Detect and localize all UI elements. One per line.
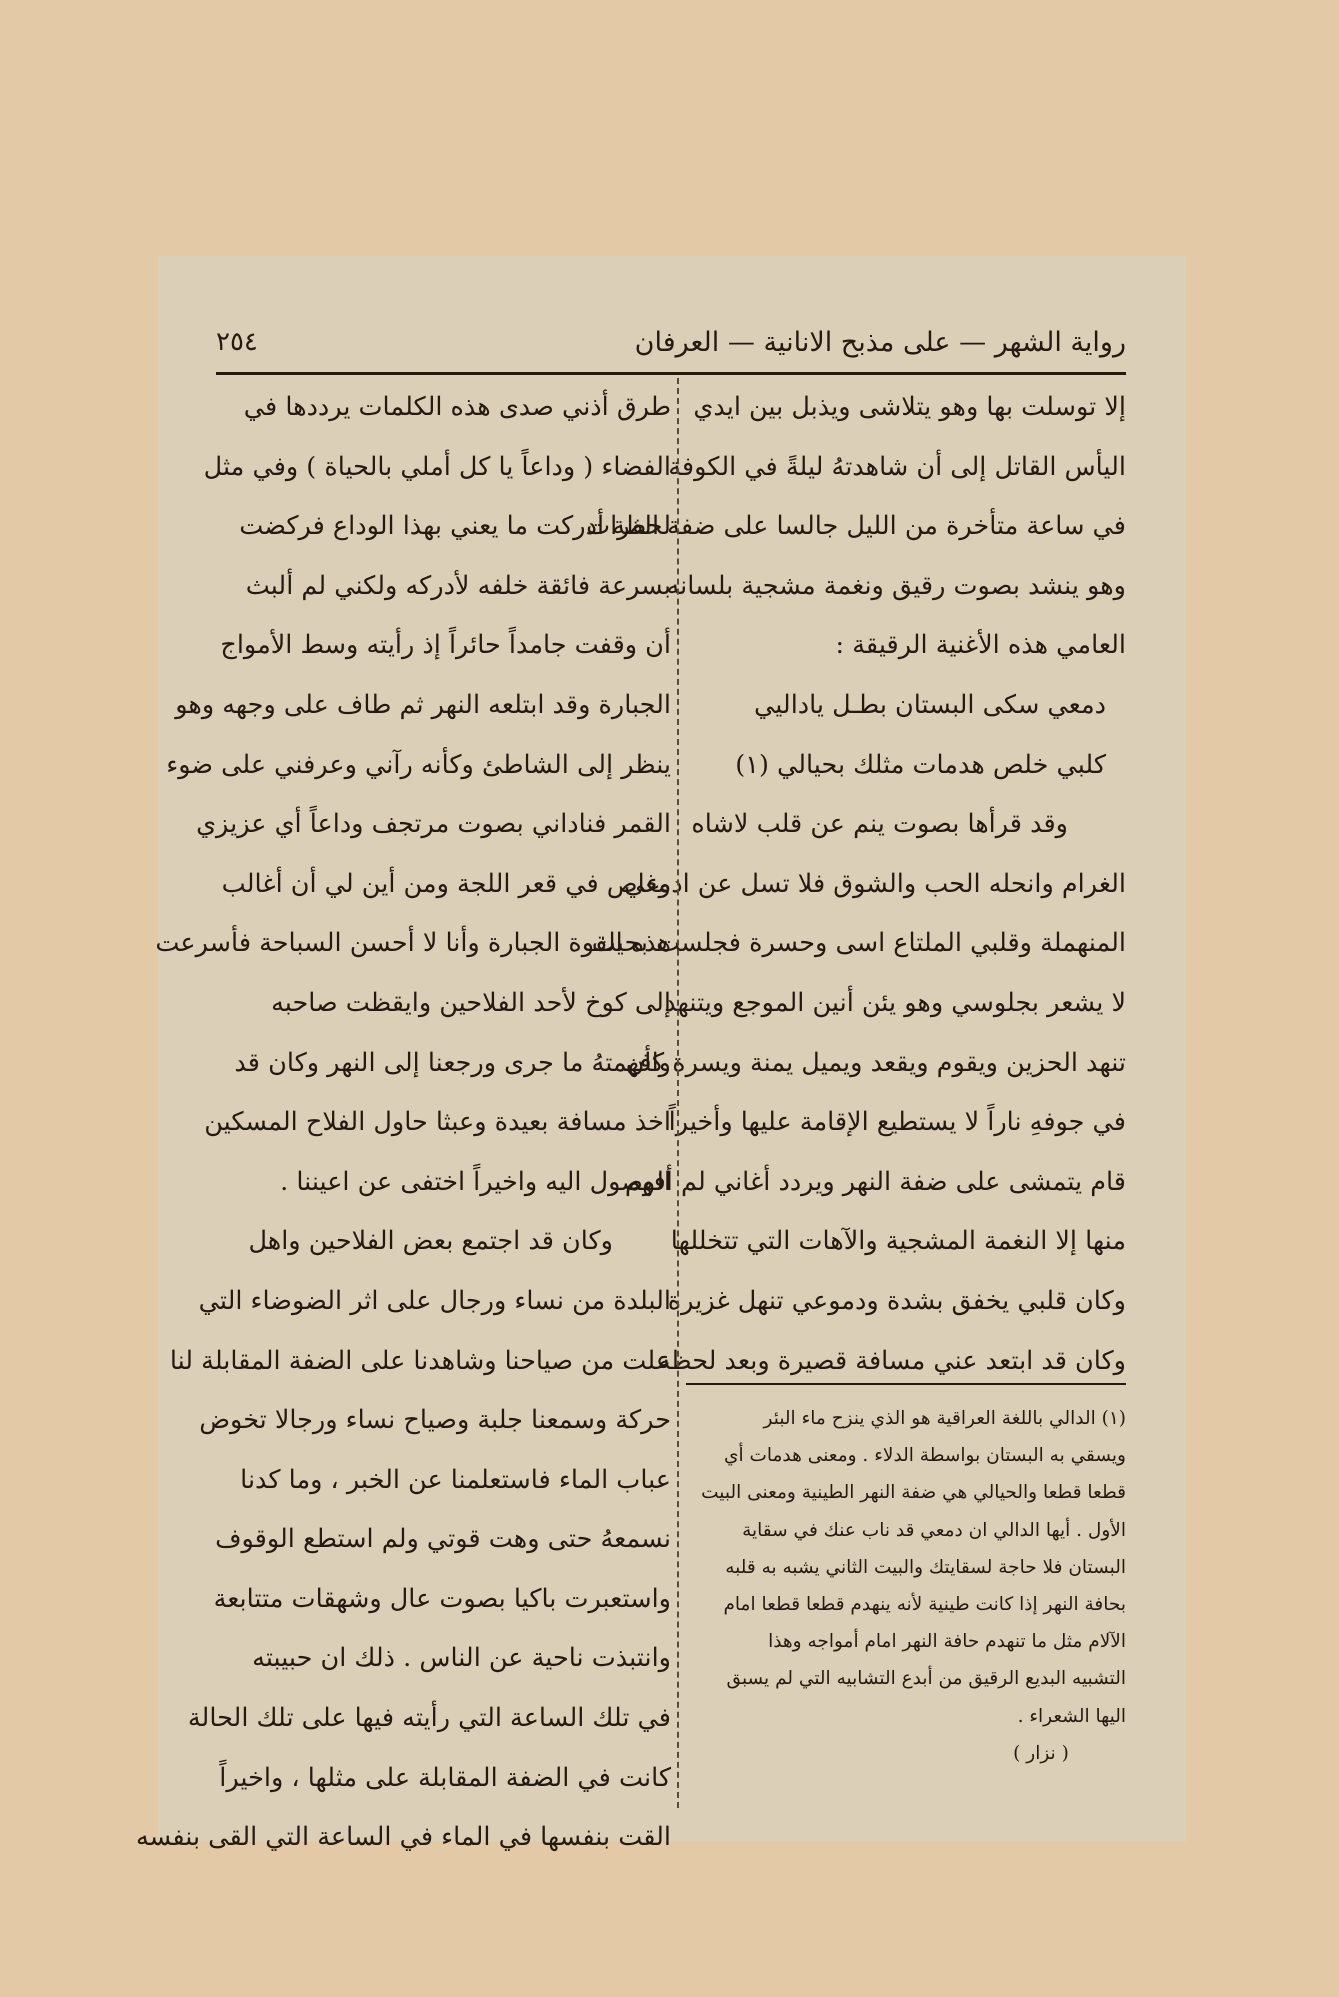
text-line: ينظر إلى الشاطئ وكأنه رآني وعرفني على ضوء — [166, 749, 671, 780]
text-line: بسرعة فائقة خلفه لأدركه ولكني لم ألبث — [245, 570, 671, 601]
text-line: عباب الماء فاستعلمنا عن الخبر ، وما كدنا — [240, 1464, 671, 1495]
text-line: نسمعهُ حتى وهت قوتي ولم استطع الوقوف — [215, 1524, 671, 1555]
footnote-line: البستان فلا حاجة لسقايتك والبيت الثاني يشبه به قلبه — [725, 1556, 1126, 1578]
header-rule — [216, 372, 1126, 375]
text-line: منها إلا النغمة المشجية والآهات التي تتخللها — [670, 1226, 1126, 1257]
text-line: في جوفهِ ناراً لا يستطيع الإقامة عليها وأخيراً — [668, 1107, 1126, 1138]
column-divider — [677, 378, 679, 1808]
text-line: القمر فناداني بصوت مرتجف وداعاً أي عزيزي — [196, 809, 671, 840]
footnote-line: قطعا قطعا والحيالي هي ضفة النهر الطينية ومعنى البيت — [701, 1482, 1126, 1504]
text-line: علت من صياحنا وشاهدنا على الضفة المقابلة لنا — [169, 1345, 671, 1376]
footnote-line: الآلام مثل ما تنهدم حافة النهر امام أمواجه وهذا — [768, 1631, 1126, 1653]
text-line: تنهد الحزين ويقوم ويقعد ويميل يمنة ويسرة كأن — [625, 1047, 1126, 1078]
footnote-line: اليها الشعراء . — [1017, 1705, 1126, 1727]
text-line: وهو ينشد بصوت رقيق ونغمة مشجية بلسانه — [666, 570, 1126, 601]
text-line: الغرام وانحله الحب والشوق فلا تسل عن ادمعي — [624, 868, 1126, 899]
text-line: في تلك الساعة التي رأيته فيها على تلك الحالة — [187, 1703, 671, 1734]
text-line: هذه القوة الجبارة وأنا لا أحسن السباحة فأسرعت — [155, 928, 671, 959]
footnote — [686, 1400, 1126, 1772]
footnote-line: التشبيه البديع الرقيق من أبدع التشابيه التي لم يسبق — [726, 1668, 1126, 1690]
text-line: أن وقفت جامداً حائراً إذ رأيته وسط الأمواج — [220, 630, 671, 661]
text-line: الوصول اليه واخيراً اختفى عن اعيننا . — [280, 1166, 671, 1197]
text-line: وافهمتهُ ما جرى ورجعنا إلى النهر وكان قد — [234, 1047, 671, 1078]
text-line: قام يتمشى على ضفة النهر ويردد أغاني لم أفهم — [624, 1166, 1126, 1197]
footnote-rule — [686, 1383, 1126, 1385]
text-line: وكان قد اجتمع بعض الفلاحين واهل — [248, 1226, 613, 1257]
text-line: الجبارة وقد ابتلعه النهر ثم طاف على وجهه وهو — [175, 689, 671, 720]
text-line: طرق أذني صدى هذه الكلمات يرددها في — [243, 392, 671, 422]
text-line: الفضاء ( وداعاً يا كل أملي بالحياة ) وفي مثل — [203, 451, 671, 482]
text-line: وكان قلبي يخفق بشدة ودموعي تنهل غزيرة — [667, 1285, 1126, 1316]
author-signature: ( نزار ) — [1013, 1742, 1069, 1764]
text-line: وقد قرأها بصوت ينم عن قلب لاشاه — [691, 809, 1068, 840]
running-title: رواية الشهر — على مذبح الانانية — العرفان — [634, 326, 1126, 358]
text-line: وكان قد ابتعد عني مسافة قصيرة وبعد لحظة — [657, 1345, 1126, 1376]
text-line: لا يشعر بجلوسي وهو يئن أنين الموجع ويتنهد — [664, 987, 1126, 1018]
footnote-line: ويسقي به البستان بواسطة الدلاء . ومعنى هدمات أي — [723, 1445, 1126, 1467]
verse-line: كلبي خلص هدمات مثلك بحيالي (١) — [735, 749, 1106, 780]
text-line: وانتبذت ناحية عن الناس . ذلك ان حبيبته — [252, 1643, 671, 1674]
text-line: القت بنفسها في الماء في الساعة التي القى بنفسه — [135, 1822, 671, 1853]
verse-line: دمعي سكى البستان بطـل ياداليي — [753, 689, 1106, 720]
text-line: إلا توسلت بها وهو يتلاشى ويذبل بين ايدي — [693, 392, 1126, 422]
text-line: كانت في الضفة المقابلة على مثلها ، واخيراً — [219, 1762, 671, 1793]
page-number: ٢٥٤ — [216, 327, 258, 357]
footnote-line: (١) الدالي باللغة العراقية هو الذي ينزح ماء البئر — [763, 1408, 1126, 1429]
text-line: وغاص في قعر اللجة ومن أين لي أن أغالب — [221, 868, 671, 899]
text-line: إلى كوخ لأحد الفلاحين وايقظت صاحبه — [271, 987, 671, 1018]
text-line: اليأس القاتل إلى أن شاهدتهُ ليلةً في الكوفة — [668, 451, 1126, 482]
text-line: حركة وسمعنا جلبة وصياح نساء ورجالا تخوض — [199, 1405, 671, 1436]
page-header — [216, 322, 1126, 362]
text-line: لحظة أدركت ما يعني بهذا الوداع فركضت — [239, 511, 671, 542]
footnote-line: بحافة النهر إذا كانت طينية لأنه ينهدم قطعا قطعا امام — [723, 1593, 1126, 1615]
left-text-column — [135, 378, 671, 1868]
text-line: في ساعة متأخرة من الليل جالسا على ضفة الفرات — [586, 511, 1126, 542]
right-text-column — [586, 378, 1126, 1391]
text-line: اخذ مسافة بعيدة وعبثا حاول الفلاح المسكين — [204, 1107, 671, 1138]
book-page — [135, 256, 1186, 1853]
footnote-line: الأول . أيها الدالي ان دمعي قد ناب عنك في سقاية — [742, 1519, 1126, 1541]
text-line: العامي هذه الأغنية الرقيقة : — [835, 630, 1126, 661]
text-line: واستعبرت باكيا بصوت عال وشهقات متتابعة — [213, 1583, 671, 1614]
text-line: البلدة من نساء ورجال على اثر الضوضاء التي — [198, 1285, 671, 1316]
text-line: المنهملة وقلبي الملتاع اسى وحسرة فجلست بحيث — [591, 928, 1126, 959]
